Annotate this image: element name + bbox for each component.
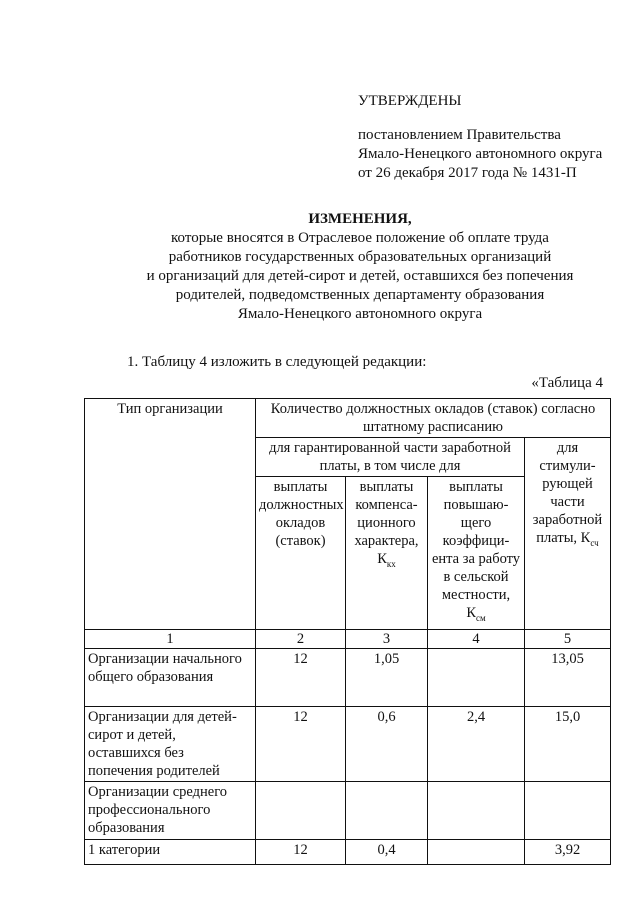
approval-title: УТВЕРЖДЕНЫ [358,93,462,109]
title-line-1: которые вносятся в Отраслевое положение об оплате труда [171,230,549,246]
title-line-4: родителей, подведомственных департаменту образования [175,287,545,303]
instruction-text: 1. Таблицу 4 изложить в следующей редакции: [127,354,427,370]
row-name: 1 категории [85,840,256,865]
row-name: Организации для детей-сирот и детей, оставшихся без попечения родителей [85,707,256,782]
header-col-comp [346,477,428,630]
header-guaranteed: для гарантированной части заработной платы, в том числе для [256,438,525,477]
row-salaries: 12 [256,649,346,707]
row-stimulating: 13,05 [525,649,611,707]
column-number: 3 [346,630,428,649]
table-caption: «Таблица 4 [531,375,603,391]
row-stimulating: 3,92 [525,840,611,865]
table-row [85,782,611,840]
row-rural [428,782,525,840]
row-comp: 1,05 [346,649,428,707]
row-rural [428,649,525,707]
column-number: 4 [428,630,525,649]
row-stimulating [525,782,611,840]
row-salaries: 12 [256,707,346,782]
salary-table [84,398,611,865]
title-heading: ИЗМЕНЕНИЯ, [308,211,412,227]
approval-block [358,92,602,183]
header-col-rural-text: выплаты повышаю-щего коэффици-ента за работу в сельской местности, К [431,479,521,621]
approval-line-3: от 26 декабря 2017 года № 1431-П [358,165,577,181]
title-line-2: работников государственных образовательных организаций [168,249,552,265]
header-count: Количество должностных окладов (ставок) согласно штатному расписанию [256,399,611,438]
column-number: 2 [256,630,346,649]
row-comp: 0,6 [346,707,428,782]
header-org-type: Тип организации [85,399,256,630]
column-number-row [85,630,611,649]
approval-line-2: Ямало-Ненецкого автономного округа [358,146,603,162]
header-stimulating-text: для стимули-рующей части заработной платы, К [532,440,603,546]
row-salaries: 12 [256,840,346,865]
row-name: Организации среднего профессионального образования [85,782,256,840]
row-comp [346,782,428,840]
title-line-5: Ямало-Ненецкого автономного округа [237,306,483,322]
row-stimulating: 15,0 [525,707,611,782]
column-number: 1 [85,630,256,649]
column-number: 5 [525,630,611,649]
header-col-rural-sub: см [475,612,486,623]
header-col-salaries: выплаты должностных окладов (ставок) [256,477,346,630]
header-col-comp-text: выплаты компенса-ционного характера, К [354,479,419,567]
table-row [85,649,611,707]
table-row [85,707,611,782]
header-col-comp-sub: кх [386,558,396,569]
table-row [85,840,611,865]
header-stimulating [525,438,611,630]
approval-line-1: постановлением Правительства [358,127,561,143]
title-line-3: и организаций для детей-сирот и детей, оставшихся без попечения [146,268,574,284]
row-salaries [256,782,346,840]
row-name: Организации начального общего образования [85,649,256,707]
row-rural: 2,4 [428,707,525,782]
header-stimulating-sub: сч [590,537,599,548]
row-comp: 0,4 [346,840,428,865]
header-col-rural [428,477,525,630]
document-title [80,210,640,324]
row-rural [428,840,525,865]
